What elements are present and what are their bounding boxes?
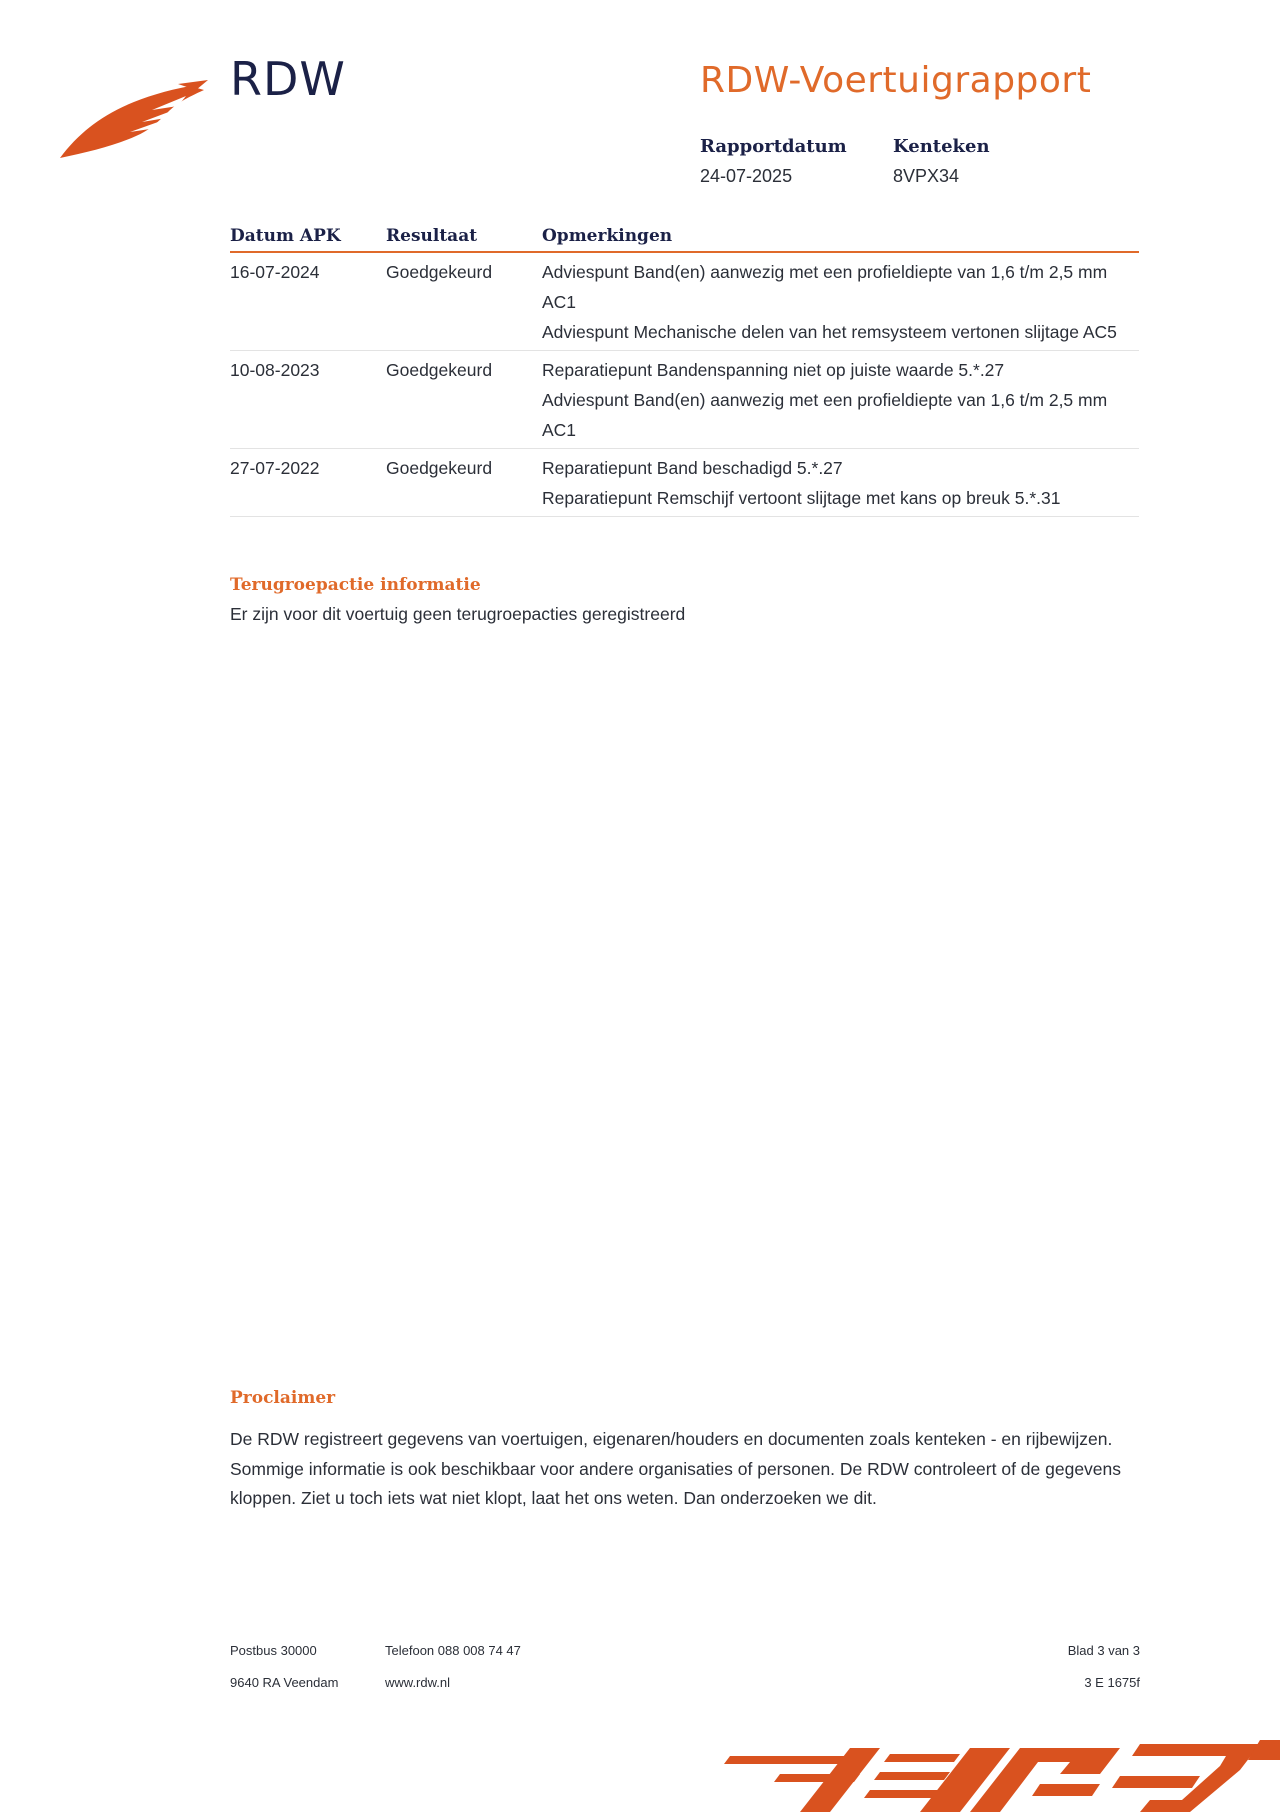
footer-postbus: Postbus 30000: [230, 1643, 317, 1658]
logo-text: RDW: [230, 52, 346, 106]
apk-table: [230, 222, 1139, 517]
apk-date: 16-07-2024: [230, 252, 386, 351]
report-date-label: Rapportdatum: [700, 136, 847, 157]
apk-remarks: [542, 449, 1139, 517]
report-date-block: [700, 136, 847, 187]
apk-remarks: [542, 252, 1139, 351]
remark: Adviespunt Mechanische delen van het remsysteem vertonen slijtage AC5: [542, 322, 1117, 342]
header-date: Datum APK: [230, 222, 386, 252]
apk-date: 10-08-2023: [230, 351, 386, 449]
recall-title: Terugroepactie informatie: [230, 575, 481, 595]
apk-result: Goedgekeurd: [386, 449, 542, 517]
plate-label: Kenteken: [893, 136, 990, 157]
plate-block: [893, 136, 990, 187]
plate-value: 8VPX34: [893, 166, 960, 186]
header-result: Resultaat: [386, 222, 542, 252]
table-row: [230, 351, 1139, 449]
remark: Adviespunt Band(en) aanwezig met een profieldiepte van 1,6 t/m 2,5 mm AC1: [542, 262, 1108, 312]
apk-remarks: [542, 351, 1139, 449]
rdw-logo-icon: [58, 80, 208, 162]
footer-document-code: 3 E 1675f: [1084, 1675, 1140, 1690]
remark: Reparatiepunt Bandenspanning niet op juiste waarde 5.*.27: [542, 360, 1005, 380]
footer-phone: Telefoon 088 008 74 47: [385, 1643, 521, 1658]
apk-result: Goedgekeurd: [386, 351, 542, 449]
proclaimer-text: De RDW registreert gegevens van voertuigen, eigenaren/houders en documenten zoals kenteken - en rijbewijzen. Sommige informatie is ook beschikbaar voor andere organisaties of personen. De RDW controleert of de gegevens kloppen. Ziet u toch iets wat niet klopt, laat het ons weten. Dan onderzoeken we dit.: [230, 1429, 1122, 1508]
apk-date: 27-07-2022: [230, 449, 386, 517]
proclaimer-title: Proclaimer: [230, 1388, 336, 1408]
remark: Reparatiepunt Band beschadigd 5.*.27: [542, 458, 843, 478]
recall-text: Er zijn voor dit voertuig geen terugroepacties geregistreerd: [230, 604, 686, 624]
report-title: RDW-Voertuigrapport: [700, 60, 1092, 101]
apk-result: Goedgekeurd: [386, 252, 542, 351]
remark: Adviespunt Band(en) aanwezig met een profieldiepte van 1,6 t/m 2,5 mm AC1: [542, 390, 1108, 440]
table-row: [230, 252, 1139, 351]
footer-city: 9640 RA Veendam: [230, 1675, 339, 1690]
remark: Reparatiepunt Remschijf vertoont slijtage met kans op breuk 5.*.31: [542, 488, 1061, 508]
table-row: [230, 449, 1139, 517]
footer-stripes-graphic: [720, 1740, 1280, 1812]
table-header-row: [230, 222, 1139, 252]
header-remarks: Opmerkingen: [542, 222, 1139, 252]
footer-page-number: Blad 3 van 3: [1067, 1643, 1140, 1658]
report-date-value: 24-07-2025: [700, 166, 793, 186]
footer-website: www.rdw.nl: [385, 1675, 451, 1690]
